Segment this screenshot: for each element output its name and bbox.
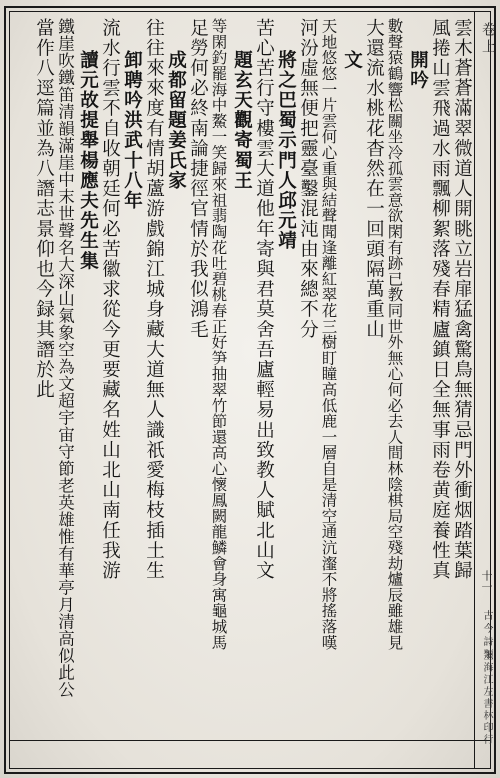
text-column-14-heading: 成都留題姜氏家 — [165, 50, 187, 191]
text-column-17: 流水行雲不自收朝廷何必苦徽求從今更要藏名姓山北山南任我游 — [99, 18, 121, 581]
margin-divider-line — [474, 11, 475, 769]
text-column-9-heading: 將之巴蜀示門人邱元靖 — [275, 50, 297, 251]
text-column-12: 等閑釣罷海中鰲一笑歸來祖翡陶花吐碧桃春正好笋抽翠竹節還高心懷鳳闕龍鱗會身寓龜城馬 — [209, 18, 228, 650]
text-column-5: 大還流水桃花杳然在一回頭隔萬重山 — [363, 18, 385, 340]
page-number: 十一 — [480, 570, 493, 592]
text-column-20: 當作八逕篇並為八譖志景仰也今録其譖於此 — [33, 18, 55, 400]
text-column-7: 天地悠悠一片雲何心重與結聲聞逢離紅翠花三樹盯瞳高低鹿一層自是清空通沆瀣不將搖落嘆 — [319, 18, 338, 650]
text-column-6-heading: 文 — [341, 50, 363, 71]
margin-book-title: 古今詩類 — [481, 610, 492, 662]
text-column-8: 河汾虛無便把靈臺鑿混沌由來總不分 — [297, 18, 319, 340]
text-column-1: 雲木蒼蒼滿翠微道人開眺立岩扉猛禽驚鳥無猜忌門外衝烟踏葉歸 — [451, 18, 473, 581]
text-column-15: 往往來來度有情胡蘆游戲錦江城身藏大道無人識祇愛梅枝插土生 — [143, 18, 165, 581]
text-column-2: 風捲山雲飛過水雨飄柳絮落殘春精廬鎮日全無事雨卷黄庭養性真 — [429, 18, 451, 581]
text-column-18-heading: 讀元故提舉楊應夫先生集 — [77, 50, 99, 272]
text-column-4: 數聲猿鶴響松關坐冷孤雲意欲閑有跡已教同世外無心何必去人間林陰棋局空殘劫爐辰雖雄見 — [385, 18, 404, 650]
text-column-3-heading: 開吟 — [407, 50, 429, 91]
text-column-19: 鐵崖吹鐵笛清韻滿崖中末世聲名大深山氣象空為文超宇宙守節老英雄惟有華亭月清高似此公 — [55, 18, 75, 698]
text-column-16-heading: 卸聘吟洪武十八年 — [121, 50, 143, 211]
text-column-11-heading: 題玄天觀寄蜀王 — [231, 50, 253, 191]
margin-volume-label: 卷上 — [480, 22, 496, 56]
text-column-10: 苦心苦行守樓雲大道他年寄與君莫舍吾廬輕易出致教人賦北山文 — [253, 18, 275, 581]
text-column-13: 足勞何必終南論捷徑官情於我似鴻毛 — [187, 18, 209, 340]
bottom-rule-line — [9, 740, 491, 741]
publisher-imprint: 上海江左書林印行 — [481, 650, 492, 746]
